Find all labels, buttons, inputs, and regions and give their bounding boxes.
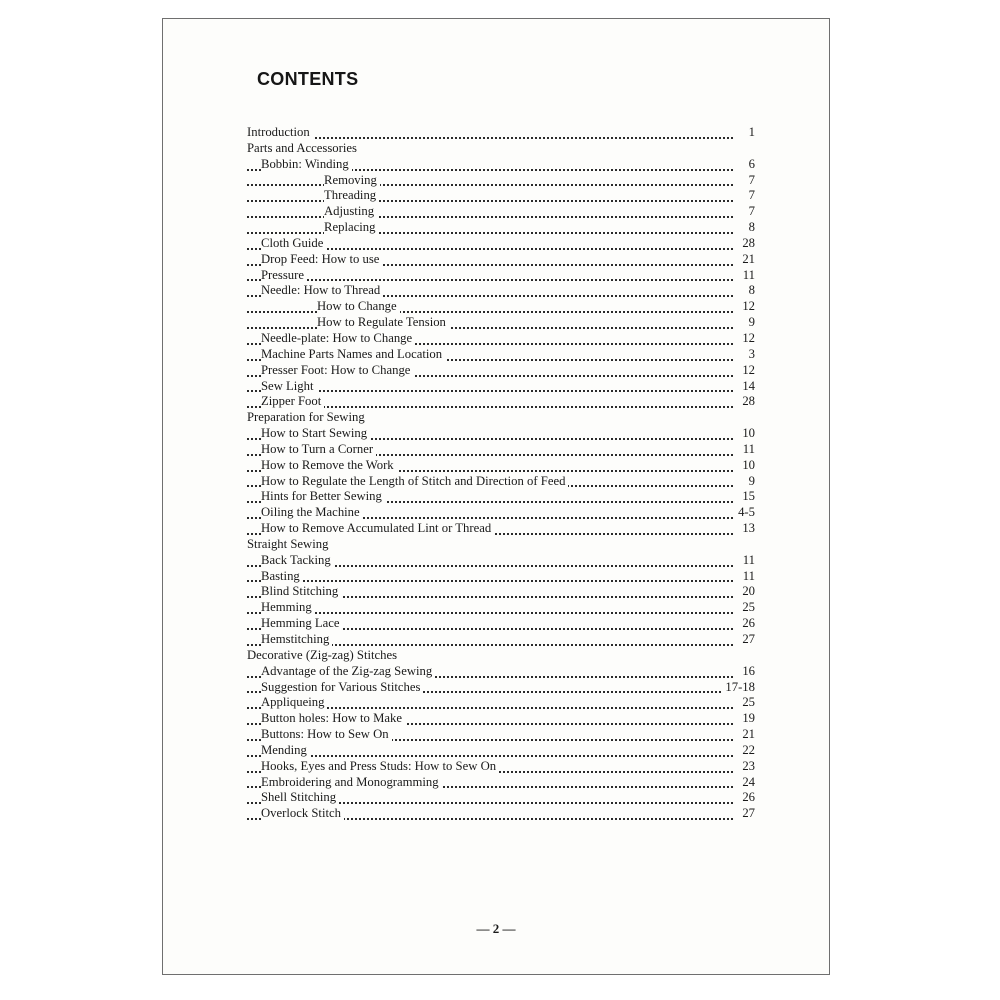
toc-entry-page: 6 [746, 157, 755, 173]
toc-entry [247, 664, 755, 680]
toc-entry-page: 20 [739, 584, 755, 600]
toc-entry-label: Drop Feed: How to use [261, 252, 382, 266]
toc-entry [247, 680, 755, 696]
toc-entry [247, 379, 755, 395]
toc-entry-label: Parts and Accessories [247, 141, 360, 155]
dot-leader [247, 390, 733, 392]
page-number: — 2 — [476, 921, 516, 936]
toc-entry-label: Decorative (Zig-zag) Stitches [247, 648, 400, 662]
toc-entry [247, 759, 755, 775]
toc-entry [247, 569, 755, 585]
dot-leader [247, 184, 733, 186]
toc-entry [247, 521, 755, 537]
toc-entry-label: Hemming [261, 600, 315, 614]
toc-entry [247, 188, 755, 204]
dot-leader [247, 279, 733, 281]
toc-entry-label: Bobbin: Winding [261, 157, 352, 171]
toc-entry [247, 299, 755, 315]
toc-entry-page: 1 [746, 125, 755, 141]
toc-entry [247, 632, 755, 648]
toc-entry [247, 616, 755, 632]
toc-entry [247, 711, 755, 727]
toc-entry-page: 11 [740, 442, 755, 458]
toc-entry [247, 727, 755, 743]
toc-entry [247, 394, 755, 410]
toc-entry-label: Adjusting [324, 204, 377, 218]
toc-entry-label: Buttons: How to Sew On [261, 727, 392, 741]
toc-entry [247, 743, 755, 759]
page-title: CONTENTS [257, 69, 359, 89]
toc-entry [247, 236, 755, 252]
toc-entry-page: 11 [740, 569, 755, 585]
toc-entry-page: 26 [739, 790, 755, 806]
toc-entry-label: Button holes: How to Make [261, 711, 405, 725]
toc-entry-label: Mending [261, 743, 310, 757]
toc-entry-label: Advantage of the Zig-zag Sewing [261, 664, 435, 678]
toc-entry [247, 775, 755, 791]
toc-entry-label: Appliqueing [261, 695, 327, 709]
toc-entry-page: 21 [739, 727, 755, 743]
toc-entry-page: 11 [740, 553, 755, 569]
toc-entry-page: 12 [739, 299, 755, 315]
toc-entry-page: 9 [746, 315, 755, 331]
toc-entry-page: 27 [739, 806, 755, 822]
toc-entry-label: Needle-plate: How to Change [261, 331, 415, 345]
toc-entry [247, 268, 755, 284]
toc-entry-page: 28 [739, 394, 755, 410]
toc-entry-label: Threading [324, 188, 379, 202]
toc-entry-label: Pressure [261, 268, 307, 282]
toc-entry-page: 9 [746, 474, 755, 490]
toc-entry [247, 220, 755, 236]
toc-entry-page: 7 [746, 204, 755, 220]
toc-entry-label: Suggestion for Various Stitches [261, 680, 423, 694]
toc-entry-page: 3 [746, 347, 755, 363]
toc-entry-label: Preparation for Sewing [247, 410, 368, 424]
toc-entry-page: 25 [739, 600, 755, 616]
toc-entry-label: How to Remove the Work [261, 458, 397, 472]
toc-entry-page: 7 [746, 173, 755, 189]
toc-entry [247, 410, 755, 426]
dot-leader [247, 137, 733, 139]
toc-entry [247, 790, 755, 806]
toc-entry-label: Presser Foot: How to Change [261, 363, 413, 377]
toc-entry [247, 331, 755, 347]
toc-entry-label: How to Regulate the Length of Stitch and Direction of Feed [261, 474, 568, 488]
toc-entry-label: Machine Parts Names and Location [261, 347, 445, 361]
toc-entry-page: 7 [746, 188, 755, 204]
toc-entry-page: 28 [739, 236, 755, 252]
toc-entry-page: 8 [746, 283, 755, 299]
toc-entry-page: 15 [739, 489, 755, 505]
toc-entry [247, 600, 755, 616]
toc-entry [247, 695, 755, 711]
toc-entry-label: Blind Stitching [261, 584, 341, 598]
toc-entry-page: 22 [739, 743, 755, 759]
dot-leader [247, 200, 733, 202]
toc-entry-page: 16 [739, 664, 755, 680]
toc-entry [247, 173, 755, 189]
toc-entry [247, 806, 755, 822]
toc-entry-label: How to Turn a Corner [261, 442, 376, 456]
toc-entry-label: Back Tacking [261, 553, 334, 567]
toc-entry-label: Removing [324, 173, 380, 187]
toc-entry-label: Sew Light [261, 379, 317, 393]
toc-entry-label: How to Change [317, 299, 400, 313]
toc-entry-label: Shell Stitching [261, 790, 339, 804]
toc-entry-page: 24 [739, 775, 755, 791]
document-page [162, 18, 830, 975]
dot-leader [247, 612, 733, 614]
toc-entry [247, 537, 755, 553]
toc-entry-label: Needle: How to Thread [261, 283, 383, 297]
toc-entry-page: 17-18 [722, 680, 755, 696]
toc-entry [247, 458, 755, 474]
toc-entry-label: Basting [261, 569, 303, 583]
toc-entry [247, 648, 755, 664]
toc-entry [247, 315, 755, 331]
toc-entry [247, 442, 755, 458]
toc-entry [247, 489, 755, 505]
toc-entry-page: 8 [746, 220, 755, 236]
toc-entry-page: 27 [739, 632, 755, 648]
toc-entry-page: 13 [739, 521, 755, 537]
toc-entry-page: 21 [739, 252, 755, 268]
toc-entry [247, 125, 755, 141]
dot-leader [247, 755, 733, 757]
toc-entry-label: Introduction [247, 125, 313, 139]
toc-entry [247, 157, 755, 173]
toc-entry-label: Straight Sewing [247, 537, 331, 551]
toc-entry-page: 10 [739, 458, 755, 474]
toc-entry-label: How to Remove Accumulated Lint or Thread [261, 521, 494, 535]
toc-entry-label: Overlock Stitch [261, 806, 344, 820]
toc-entry-label: Zipper Foot [261, 394, 324, 408]
toc-entry-label: Replacing [324, 220, 378, 234]
toc-entry-page: 12 [739, 363, 755, 379]
toc-entry [247, 252, 755, 268]
toc-entry [247, 141, 755, 157]
toc-entry-label: Hemstitching [261, 632, 332, 646]
toc-entry-label: Hints for Better Sewing [261, 489, 385, 503]
toc-entry [247, 347, 755, 363]
toc-entry [247, 283, 755, 299]
dot-leader [247, 232, 733, 234]
toc-entry-page: 12 [739, 331, 755, 347]
toc-entry-label: How to Start Sewing [261, 426, 370, 440]
toc-entry-label: Oiling the Machine [261, 505, 363, 519]
toc-entry-label: Embroidering and Monogramming [261, 775, 442, 789]
toc-entry-page: 26 [739, 616, 755, 632]
dot-leader [247, 216, 733, 218]
toc-entry [247, 426, 755, 442]
toc-entry-label: Cloth Guide [261, 236, 326, 250]
toc-entry-label: How to Regulate Tension [317, 315, 449, 329]
toc-entry [247, 505, 755, 521]
toc-entry [247, 474, 755, 490]
toc-entry [247, 363, 755, 379]
toc-entry [247, 204, 755, 220]
toc-entry-page: 25 [739, 695, 755, 711]
toc-entry [247, 553, 755, 569]
toc-entry-page: 14 [739, 379, 755, 395]
table-of-contents [247, 125, 755, 822]
toc-entry-page: 19 [739, 711, 755, 727]
toc-entry-page: 23 [739, 759, 755, 775]
toc-entry-page: 11 [740, 268, 755, 284]
toc-entry-page: 4-5 [735, 505, 755, 521]
toc-entry-label: Hemming Lace [261, 616, 343, 630]
dot-leader [247, 580, 733, 582]
toc-entry-label: Hooks, Eyes and Press Studs: How to Sew On [261, 759, 499, 773]
toc-entry-page: 10 [739, 426, 755, 442]
toc-entry [247, 584, 755, 600]
